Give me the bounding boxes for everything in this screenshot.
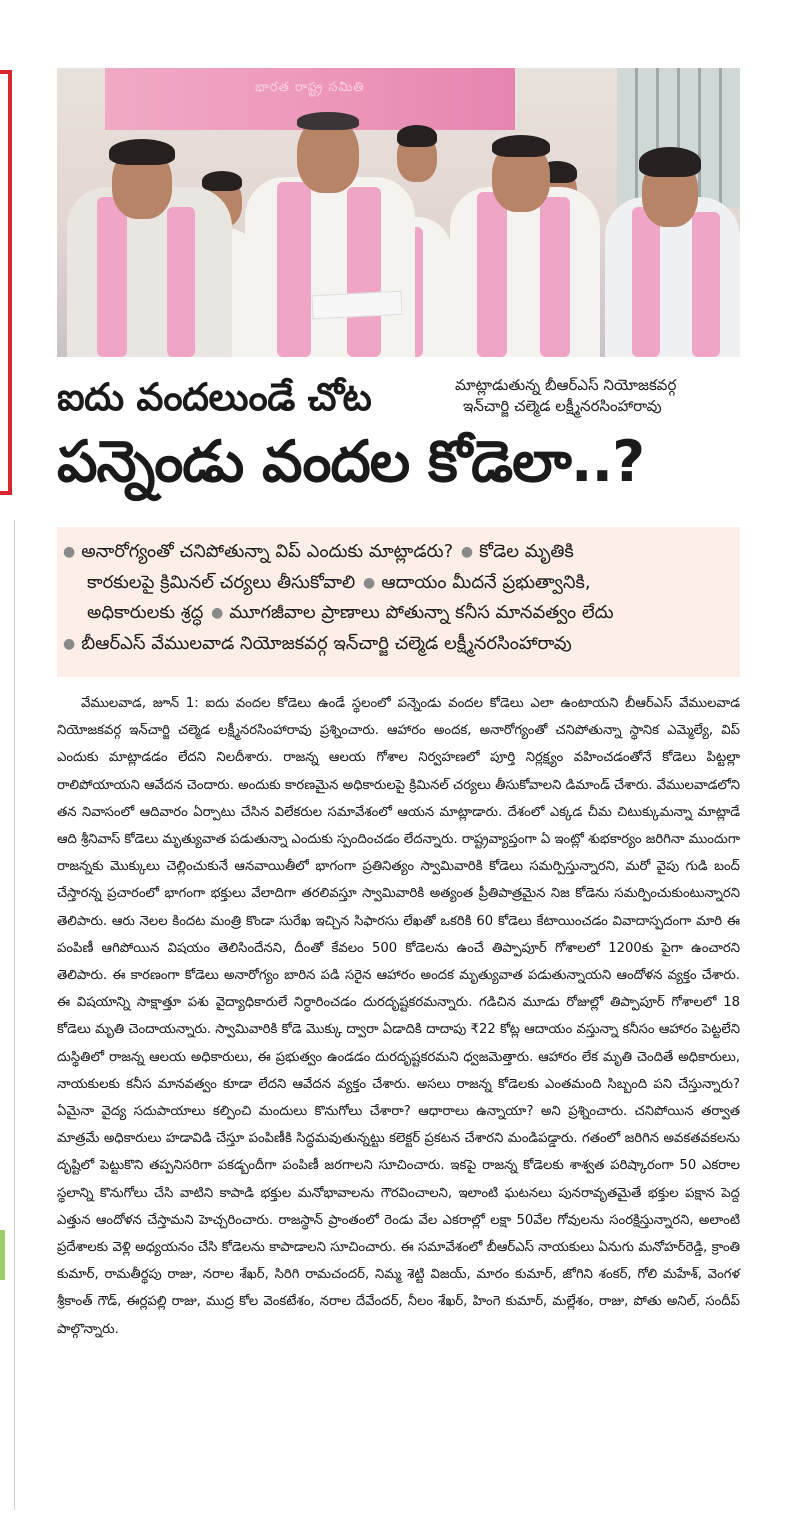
person-front-3	[442, 107, 607, 357]
article-body-paragraph: వేములవాడ, జూన్ 1: ఐదు వందల కోడెలు ఉండే స్థలంలో పన్నెండు వందల కోడెలు ఎలా ఉంటాయని బీఆర్ఎస్ వేములవాడ నియోజకవర్గ ఇన్‌చార్జి చల్మెడ లక్ష్మీనరసింహారావు ప్రశ్నించారు. ఆహారం అందక, అనారోగ్యంతో చనిపోతున్నా స్థానిక ఎమ్మెల్యే, విప్ ఎందుకు మాట్లాడడం లేదని నిలదీశారు. రాజన్న ఆలయ గోశాల నిర్వహణలో పూర్తి నిర్లక్ష్యం వహించడంతోనే కోడెలు పిట్టల్లా రాలిపోయాయని ఆవేదన చెందారు. అందుకు కారణమైన అధికారులపై క్రిమినల్ చర్యలు తీసుకోవాలని డిమాండ్ చేశారు. వేములవాడలోని తన నివాసంలో ఆదివారం ఏర్పాటు చేసిన విలేకరుల సమావేశంలో ఆయన మాట్లాడారు. దేశంలో ఎక్కడ చీమ చిటుక్కుమన్నా మాట్లాడే ఆది శ్రీనివాస్ కోడెలు మృత్యువాత పడుతున్నా ఎందుకు స్పందించడం లేదన్నారు. రాష్ట్రవ్యాప్తంగా ఏ ఇంట్లో శుభకార్యం జరిగినా ముందుగా రాజన్నకు మొక్కులు చెల్లించుకునే ఆనవాయితీలో భాగంగా ప్రతినిత్యం స్వామివారికి కోడెలు సమర్పిస్తున్నారని, మరో వైపు గుడి బంద్ చేస్తారన్న ప్రచారంలో భాగంగా భక్తులు వేలాదిగా తరలివస్తూ స్వామివారికి అత్యంత ప్రీతిపాత్రమైన నిజ కోడెను సమర్పించుకుంటున్నారని తెలిపారు. ఆరు నెలల కిందట మంత్రి కొండా సురేఖ ఇచ్చిన సిఫారసు లేఖతో ఒకరికి 60 కోడెలు కేటాయించడం వివాదాస్పదంగా మారి ఈ పంపిణీ ఆగిపోయిన విషయం తెలిసిందేనని, దీంతో కేవలం 500 కోడెలను ఉంచే తిప్పాపూర్ గోశాలలో 1200కు పైగా ఉంచారని తెలిపారు. ఈ కారణంగా కోడెలు అనారోగ్యం బారిన పడి సరైన ఆహారం అందక మృత్యువాత పడుతున్నాయని ఆందోళన వ్యక్తం చేశారు. ఈ విషయాన్ని సాక్షాత్తూ పశు వైద్యాధికారులే నిర్ధారించడం దురదృష్టకరమన్నారు. గడిచిన మూడు రోజుల్లో తిప్పాపూర్ గోశాలలో 18 కోడెలు మృతి చెందాయన్నారు. స్వామివారికి కోడె మొక్కు ద్వారా ఏడాదికి దాదాపు ₹22 కోట్ల ఆదాయం వస్తున్నా కనీసం ఆహారం పెట్టలేని దుస్థితిలో రాజన్న ఆలయ అధికారులు, ఈ ప్రభుత్వం ఉండడం దురదృష్టకరమని ధ్వజమెత్తారు. ఆహారం లేక మృతి చెందితే అధికారులు, నాయకులకు కనీస మానవత్వం కూడా లేదని ఆవేదన వ్యక్తం చేశారు. అసలు రాజన్న కోడెలకు ఎంతమంది సిబ్బంది పని చేస్తున్నారు? ఏమైనా వైద్య సదుపాయాలు కల్పించి మందులు కొనుగోలు చేశారా? ఆధారాలు ఉన్నాయా? అని ప్రశ్నించారు. చనిపోయిన తర్వాత మాత్రమే అధికారులు హడావిడి చేస్తూ పంపిణీకి సిద్ధమవుతున్నట్టు కలెక్టర్ ప్రకటన చేశారని మండిపడ్డారు. గతంలో జరిగిన అవకతవకలను దృష్టిలో పెట్టుకొని తప్పనిసరిగా పకడ్బందీగా పంపిణీ జరగాలని సూచించారు. ఇకపై రాజన్న కోడెలకు శాశ్వత పరిష్కారంగా 50 ఎకరాల స్థలాన్ని కొనుగోలు చేసి వాటిని కాపాడి భక్తుల మనోభావాలను గౌరవించాలని, ఇలాంటి ఘటనలు పునరావృతమైతే భక్తుల పక్షాన పెద్ద ఎత్తున ఆందోళన చేస్తామని హెచ్చరించారు. రాజస్థాన్ ప్రాంతంలో రెండు వేల ఎకరాల్లో లక్షా 50వేల గోవులను సంరక్షిస్తున్నారని, అలాంటి ప్రదేశాలకు వెళ్లి అధ్యయనం చేసి కోడెలను కాపాడాలని సూచించారు. ఈ సమావేశంలో బీఆర్ఎస్ నాయకులు ఏనుగు మనోహర్‌రెడ్డి, క్రాంతి కుమార్, రామతీర్థపు రాజు, నరాల శేఖర్, సిరిగి రామచందర్, నిమ్మ శెట్టి విజయ్, మారం కుమార్, జోగిని శంకర్, గోలి మహేశ్, వెంగళ శ్రీకాంత్ గౌడ్, ఈర్లపల్లి రాజు, ముద్ర కోల వెంకటేశం, నరాల దేవేందర్, నీలం శేఖర్, హింగె కుమార్, మల్లేశం, రాజు, పోతు అనిల్, సందీప్ పాల్గొన్నారు.	[57, 696, 740, 1337]
highlight-row-2	[61, 568, 740, 599]
bullet-icon: ●	[460, 544, 474, 560]
photo-caption	[455, 375, 745, 417]
highlights-box	[57, 527, 740, 677]
highlight-3a: ఆదాయం మీదనే ప్రభుత్వానికి,	[381, 571, 591, 593]
adjacent-article-border	[0, 70, 12, 495]
highlight-2b: కారకులపై క్రిమినల్ చర్యలు తీసుకోవాలి	[87, 571, 356, 593]
bullet-icon: ●	[63, 635, 76, 652]
news-photo	[57, 68, 740, 357]
highlight-5: బీఆర్ఎస్ వేములవాడ నియోజకవర్గ ఇన్‌చార్జి చల్మెడ లక్ష్మీనరసింహారావు	[81, 632, 572, 654]
highlight-row-4	[61, 629, 740, 660]
highlight-3b: అధికారులకు శ్రద్ధ	[87, 602, 204, 623]
bullet-icon: ●	[63, 544, 76, 560]
photo-caption-line-1: మాట్లాడుతున్న బీఆర్ఎస్ నియోజకవర్గ	[455, 376, 677, 394]
highlight-row-1	[61, 537, 740, 568]
adjacent-color-strip	[0, 1230, 5, 1280]
bullet-icon: ●	[211, 605, 224, 621]
photo-caption-line-2: ఇన్‌చార్జి చల్మెడ లక్ష్మీనరసింహారావు	[463, 397, 662, 415]
column-rule	[14, 520, 15, 1510]
highlight-1: అనారోగ్యంతో చనిపోతున్నా విప్ ఎందుకు మాట్లాడరు?	[81, 541, 454, 562]
banner-text: భారత రాష్ట్ర సమితి	[255, 80, 365, 95]
highlight-4: మూగజీవాల ప్రాణాలు పోతున్నా కనీస మానవత్వం లేదు	[229, 602, 614, 623]
article-body	[57, 690, 740, 1343]
bullet-icon: ●	[362, 574, 376, 591]
highlight-2a: కోడెల మృతికి	[479, 541, 574, 562]
person-front-4	[597, 117, 740, 357]
paper-document	[311, 291, 402, 320]
person-front-1	[57, 107, 237, 357]
headline-line-2: పన్నెండు వందల కోడెలా..?	[57, 429, 645, 495]
highlight-row-3	[61, 598, 740, 629]
headline-line-1: ఐదు వందలుండే చోట	[57, 375, 372, 419]
